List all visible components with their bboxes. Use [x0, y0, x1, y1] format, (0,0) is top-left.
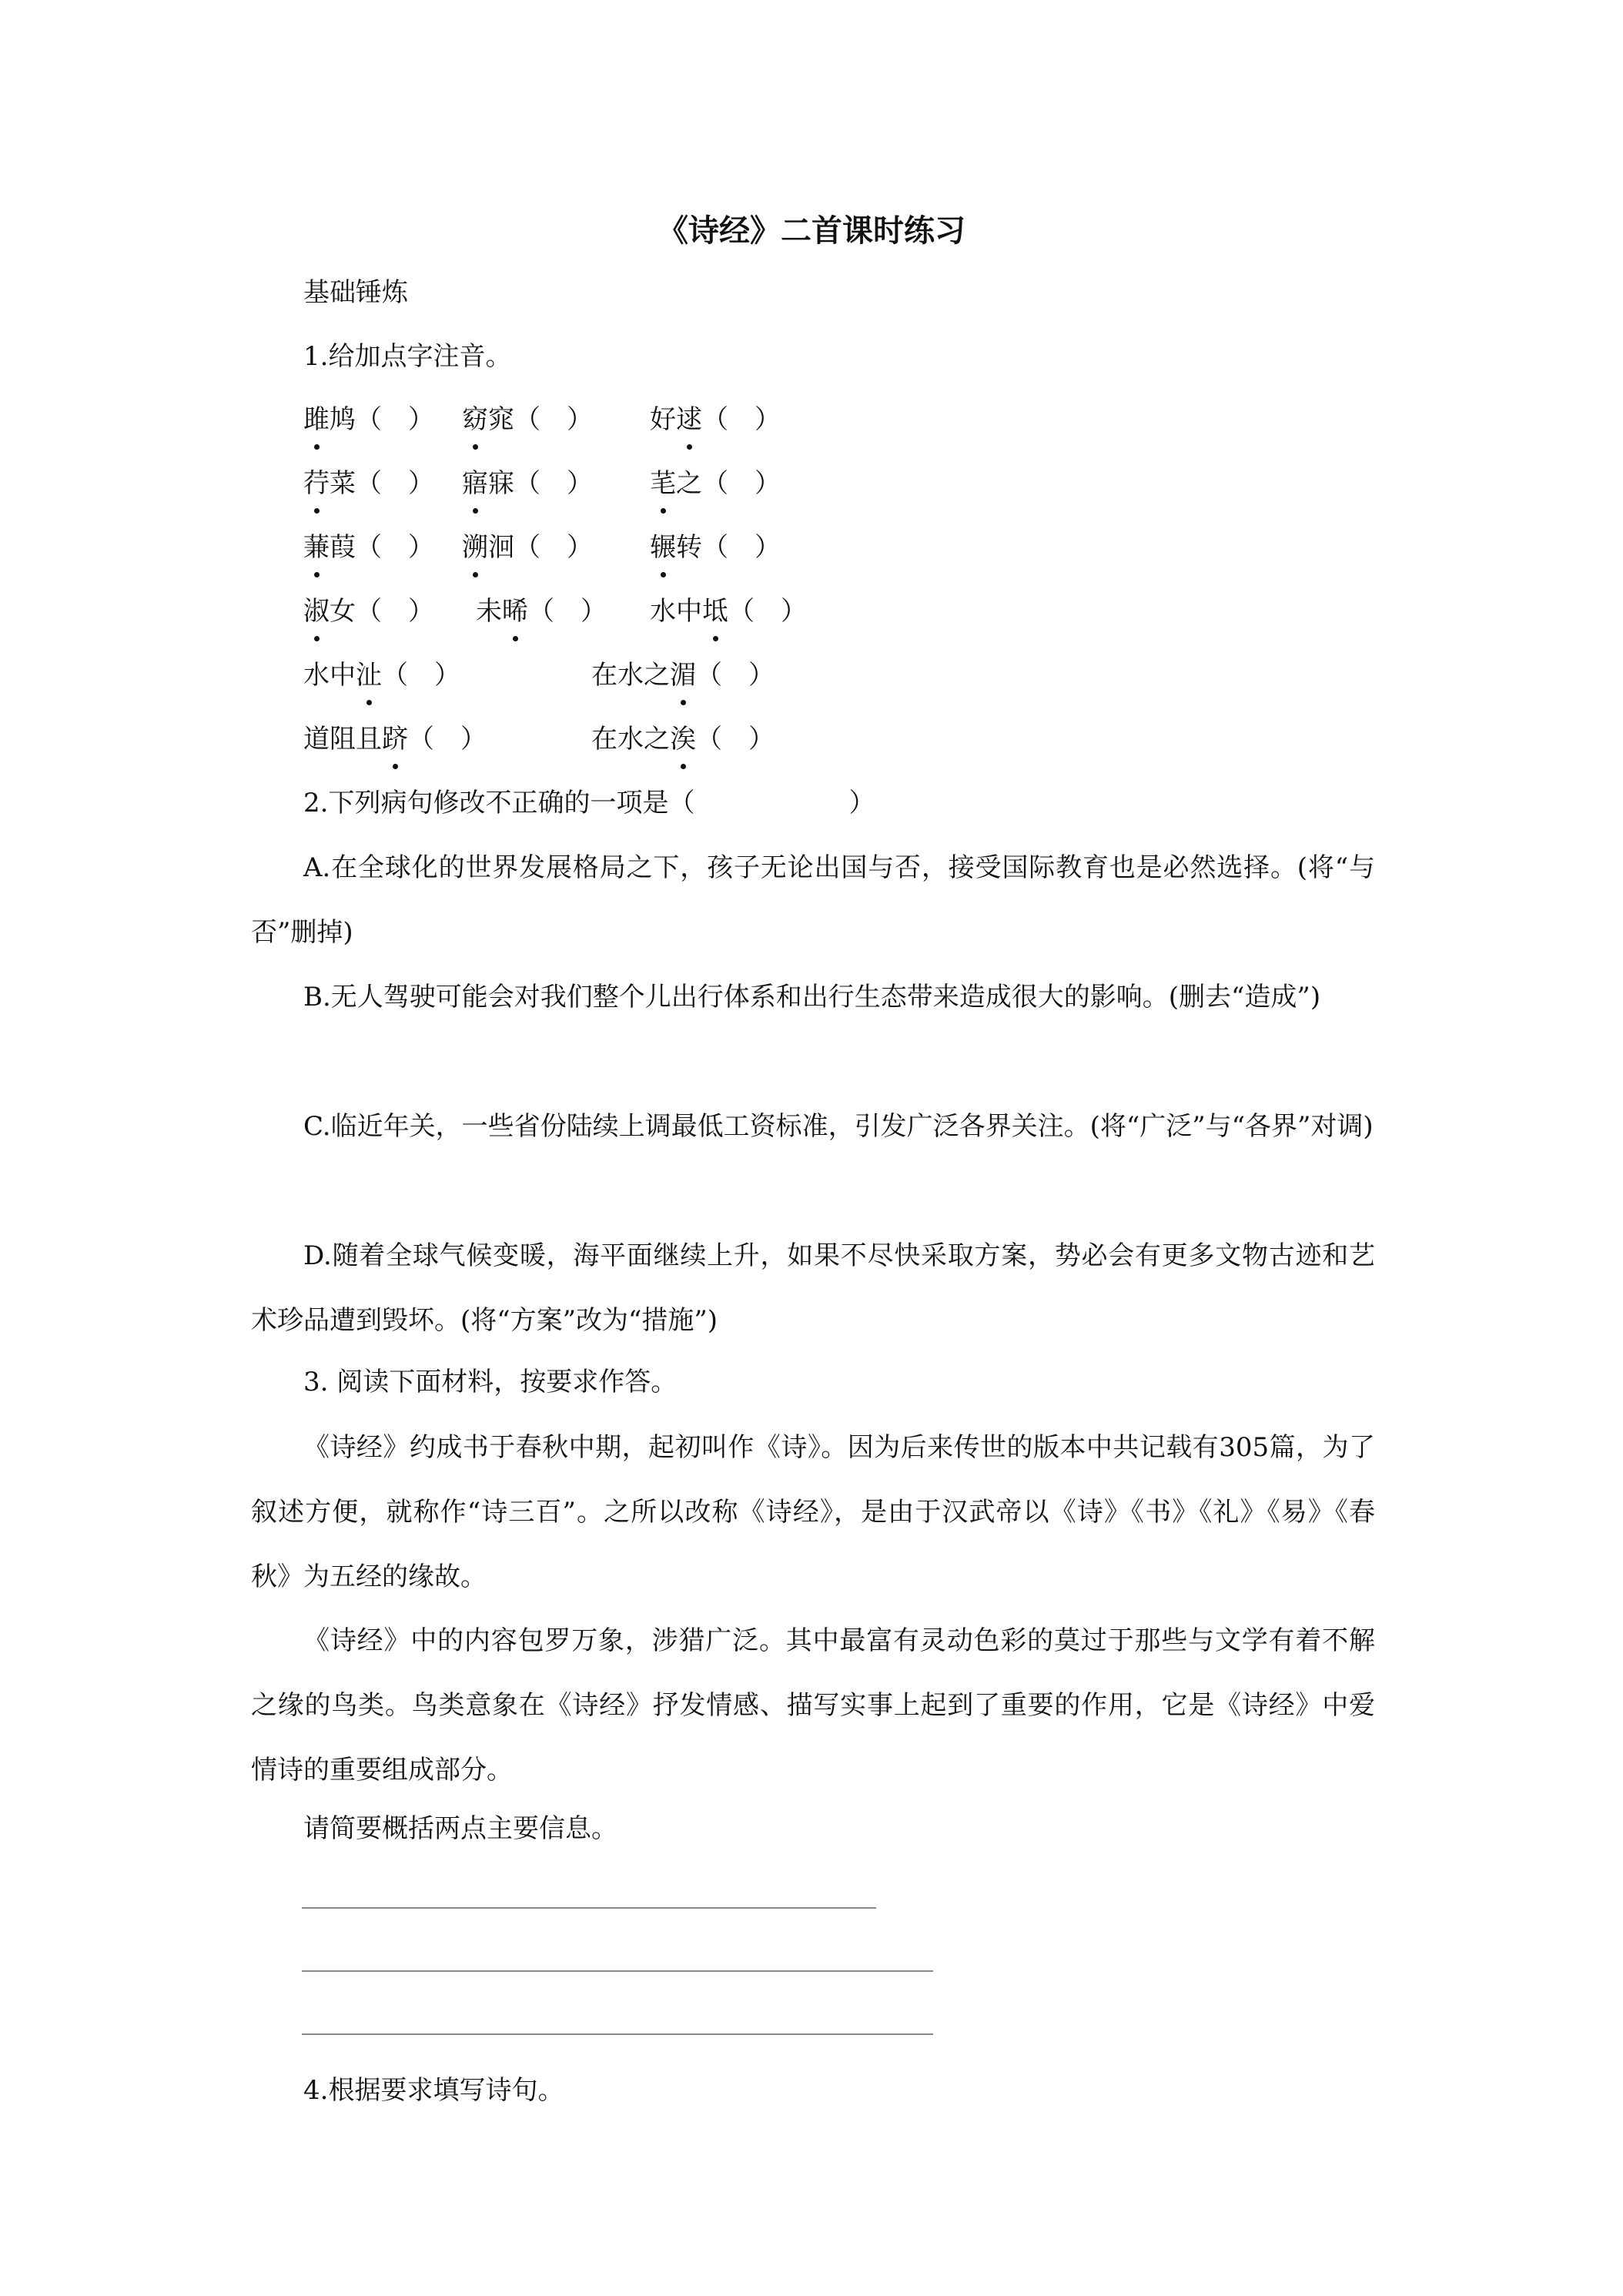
- option-d: D.随着全球气候变暖，海平面继续上升，如果不尽快采取方案，势必会有更多文物古迹和艺术珍品遭到毁坏。(将“方案”改为“措施”): [251, 1240, 1375, 1336]
- answer-line[interactable]: [302, 1970, 933, 1972]
- section-heading: 基础锤炼: [303, 277, 408, 308]
- dotted-char: 荇: [303, 464, 330, 503]
- pinyin-item: 水中坻（ ）: [650, 592, 807, 631]
- option-a: A.在全球化的世界发展格局之下，孩子无论出国与否，接受国际教育也是必然选择。(将“与否”删掉): [251, 852, 1375, 948]
- question-3-instruction: 请简要概括两点主要信息。: [303, 1813, 617, 1844]
- dotted-char: 逑: [676, 400, 702, 439]
- pinyin-item: 窈窕（ ）: [462, 400, 593, 439]
- pinyin-item: 道阻且跻（ ）: [303, 720, 487, 758]
- page-title: 《诗经》二首课时练习: [658, 213, 965, 249]
- dotted-char: 坻: [702, 592, 728, 631]
- dotted-char: 涘: [670, 720, 696, 758]
- pinyin-item: 辗转（ ）: [650, 528, 781, 567]
- option-c: C.临近年关，一些省份陆续上调最低工资标准，引发广泛各界关注。(将“广泛”与“各界”对调): [303, 1111, 1374, 1142]
- pinyin-item: 溯洄（ ）: [462, 528, 593, 567]
- question-1-prompt: 1.给加点字注音。: [303, 341, 512, 372]
- dotted-char: 淑: [303, 592, 330, 631]
- dotted-char: 辗: [650, 528, 676, 567]
- pinyin-item: 水中沚（ ）: [303, 656, 460, 694]
- pinyin-item: 淑女（ ）: [303, 592, 434, 631]
- pinyin-item: 在水之涘（ ）: [591, 720, 775, 758]
- pinyin-item: 荇菜（ ）: [303, 464, 434, 503]
- answer-line[interactable]: [302, 1907, 876, 1909]
- dotted-char: 窈: [462, 400, 488, 439]
- passage-paragraph-2: 《诗经》中的内容包罗万象，涉猎广泛。其中最富有灵动色彩的莫过于那些与文学有着不解之缘的鸟类。鸟类意象在《诗经》抒发情感、描写实事上起到了重要的作用，它是《诗经》中爱情诗的重要组成部分。: [251, 1625, 1375, 1786]
- question-4-prompt: 4.根据要求填写诗句。: [303, 2075, 564, 2106]
- dotted-char: 湄: [670, 656, 696, 694]
- answer-line[interactable]: [302, 2033, 933, 2035]
- pinyin-item: 芼之（ ）: [650, 464, 781, 503]
- pinyin-item: 好逑（ ）: [650, 400, 781, 439]
- dotted-char: 蒹: [303, 528, 330, 567]
- dotted-char: 溯: [462, 528, 488, 567]
- option-b: B.无人驾驶可能会对我们整个儿出行体系和出行生态带来造成很大的影响。(删去“造成”): [303, 982, 1321, 1012]
- dotted-char: 寤: [462, 464, 488, 503]
- dotted-char: 晞: [502, 592, 528, 631]
- pinyin-item: 寤寐（ ）: [462, 464, 593, 503]
- question-2-prompt: 2.下列病句修改不正确的一项是（ ）: [303, 788, 875, 818]
- dotted-char: 跻: [382, 720, 408, 758]
- pinyin-item: 在水之湄（ ）: [591, 656, 775, 694]
- pinyin-item: 雎鸠（ ）: [303, 400, 434, 439]
- pinyin-item: 未晞（ ）: [476, 592, 607, 631]
- pinyin-item: 蒹葭（ ）: [303, 528, 434, 567]
- dotted-char: 沚: [356, 656, 382, 694]
- dotted-char: 雎: [303, 400, 330, 439]
- passage-paragraph-1: 《诗经》约成书于春秋中期，起初叫作《诗》。因为后来传世的版本中共记载有305篇，为了叙述方便，就称作“诗三百”。之所以改称《诗经》，是由于汉武帝以《诗》《书》《礼》《易》《春秋》为五经的缘故。: [251, 1432, 1375, 1592]
- dotted-char: 芼: [650, 464, 676, 503]
- question-3-prompt: 3. 阅读下面材料，按要求作答。: [303, 1367, 678, 1397]
